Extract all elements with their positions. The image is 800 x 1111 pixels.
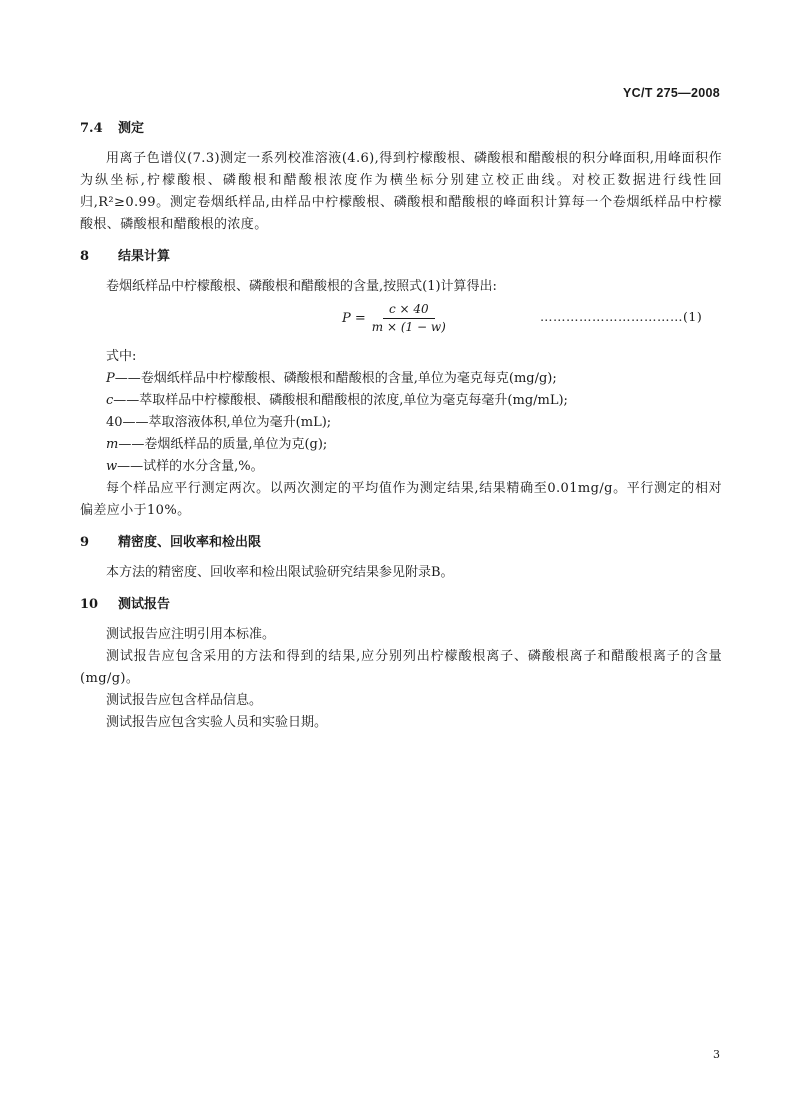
variable-definition xyxy=(106,390,722,412)
section-title: 精密度、回收率和检出限 xyxy=(118,535,262,550)
where-label: 式中: xyxy=(106,349,137,364)
section-heading xyxy=(80,118,722,140)
section-8 xyxy=(80,246,722,522)
variable-definition xyxy=(106,456,722,478)
section-title: 测试报告 xyxy=(118,597,171,612)
formula-lhs: P = xyxy=(342,311,366,326)
standard-code: YC/T 275—2008 xyxy=(622,86,720,100)
formula-numerator: c × 40 xyxy=(383,302,435,319)
variable-definition xyxy=(106,434,722,456)
variable-description: ——萃取样品中柠檬酸根、磷酸根和醋酸根的浓度,单位为毫克每毫升(mg/mL); xyxy=(113,393,568,408)
variable-definition xyxy=(106,368,722,390)
section-number: 8 xyxy=(80,249,90,264)
section-number: 9 xyxy=(80,535,90,550)
paragraph: 卷烟纸样品中柠檬酸根、磷酸根和醋酸根的含量,按照式(1)计算得出: xyxy=(106,279,497,294)
variable-symbol: 40 xyxy=(106,415,123,430)
variable-definition xyxy=(106,412,722,434)
paragraph: 测试报告应包含样品信息。 xyxy=(106,693,263,708)
variable-list xyxy=(80,346,722,478)
section-7-4 xyxy=(80,118,722,236)
section-heading xyxy=(80,532,722,554)
variable-description: ——卷烟纸样品的质量,单位为克(g); xyxy=(118,437,328,452)
formula xyxy=(342,302,446,335)
variable-symbol: c xyxy=(106,393,114,408)
section-10 xyxy=(80,594,722,734)
paragraph: 测试报告应注明引用本标准。 xyxy=(106,627,276,642)
paragraph: 用离子色谱仪(7.3)测定一系列校准溶液(4.6),得到柠檬酸根、磷酸根和醋酸根的积分峰面积,用峰面积作为纵坐标,柠檬酸根、磷酸根和醋酸根浓度作为横坐标分别建立校正曲线。对校正数据进行线性回归,R²≥0.99。测定卷烟纸样品,由样品中柠檬酸根、磷酸根和醋酸根的峰面积计算每一个卷烟纸样品中柠檬酸根、磷酸根和醋酸根的浓度。 xyxy=(80,151,722,232)
section-9 xyxy=(80,532,722,584)
formula-denominator: m × (1 − w) xyxy=(371,320,446,334)
formula-1 xyxy=(80,300,722,340)
variable-symbol: w xyxy=(106,459,118,474)
section-heading xyxy=(80,246,722,268)
section-number: 10 xyxy=(80,597,99,612)
section-number: 7.4 xyxy=(80,121,103,136)
paragraph: 本方法的精密度、回收率和检出限试验研究结果参见附录B。 xyxy=(106,565,454,580)
formula-fraction xyxy=(372,302,446,335)
variable-symbol: m xyxy=(106,437,119,452)
document-body xyxy=(80,118,722,744)
section-title: 结果计算 xyxy=(118,249,171,264)
section-title: 测定 xyxy=(118,121,145,136)
paragraph: 测试报告应包含实验人员和实验日期。 xyxy=(106,715,328,730)
variable-description: ——卷烟纸样品中柠檬酸根、磷酸根和醋酸根的含量,单位为毫克每克(mg/g); xyxy=(114,371,557,386)
paragraph: 每个样品应平行测定两次。以两次测定的平均值作为测定结果,结果精确至0.01mg/g。平行测定的相对偏差应小于10%。 xyxy=(80,481,722,518)
equation-number: ……………………………(1) xyxy=(540,309,703,324)
section-heading xyxy=(80,594,722,616)
paragraph: 测试报告应包含采用的方法和得到的结果,应分别列出柠檬酸根离子、磷酸根离子和醋酸根离子的含量(mg/g)。 xyxy=(80,649,722,686)
variable-description: ——萃取溶液体积,单位为毫升(mL); xyxy=(122,415,332,430)
variable-symbol: P xyxy=(106,371,115,386)
page-number: 3 xyxy=(713,1048,720,1061)
variable-description: ——试样的水分含量,%。 xyxy=(117,459,264,474)
